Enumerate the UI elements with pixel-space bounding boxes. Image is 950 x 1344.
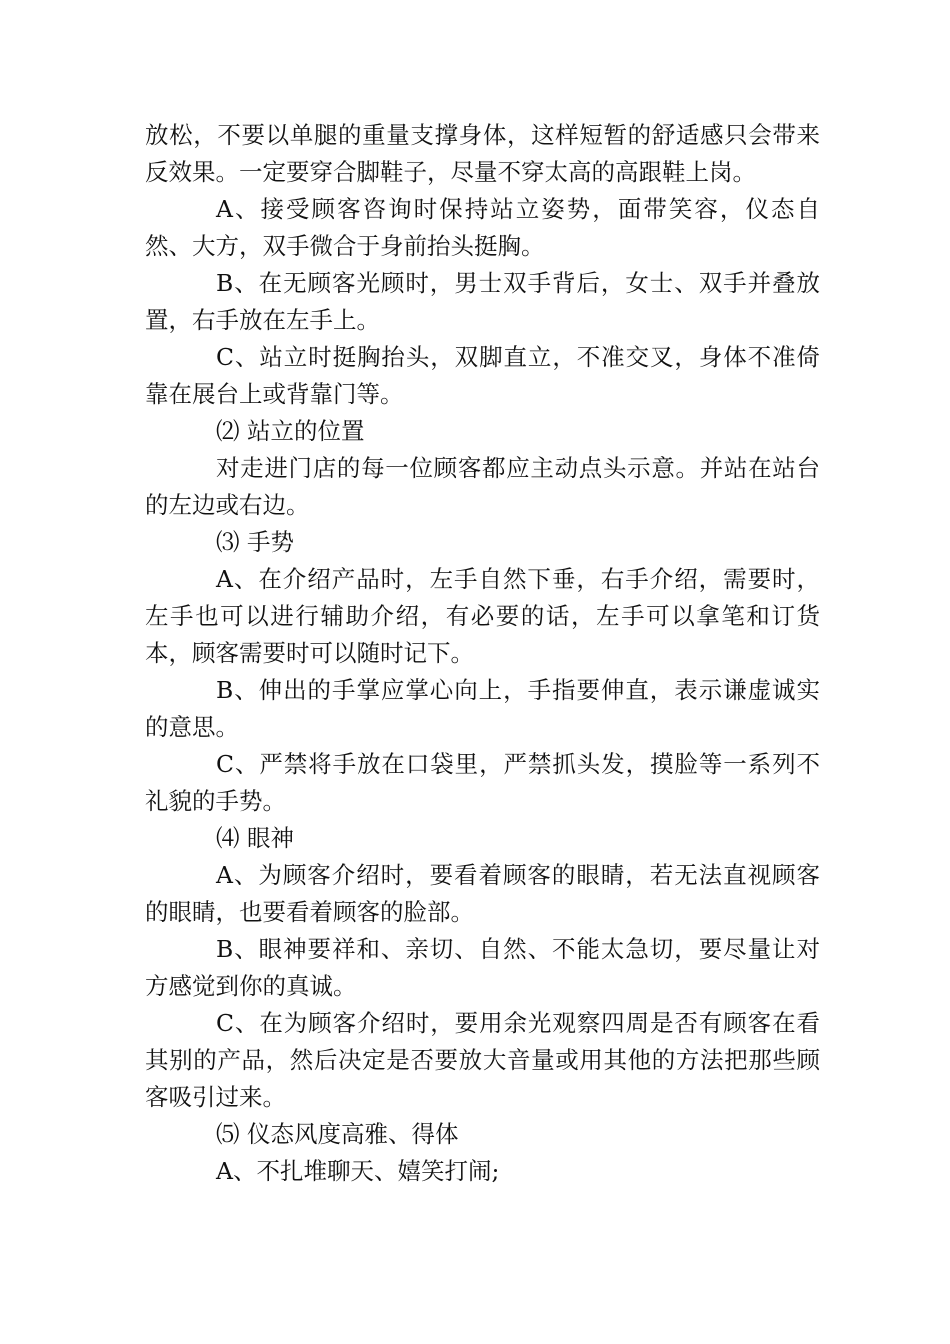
paragraph-gestures-a: A、在介绍产品时，左手自然下垂，右手介绍，需要时，左手也可以进行辅助介绍，有必要的话，左手可以拿笔和订货本，顾客需要时可以随时记下。	[145, 565, 820, 667]
paragraph-eyes-b: B、眼神要祥和、亲切、自然、不能太急切，要尽量让对方感觉到你的真诚。	[145, 935, 820, 1000]
paragraph-demeanor-a: A、不扎堆聊天、嬉笑打闹;	[216, 1157, 500, 1185]
paragraph-eyes-c: C、在为顾客介绍时，要用余光观察四周是否有顾客在看其别的产品，然后决定是否要放大音量或用其他的方法把那些顾客吸引过来。	[145, 1009, 820, 1111]
section-heading-eyes: ⑷ 眼神	[216, 824, 294, 852]
paragraph-standing-c: C、站立时挺胸抬头，双脚直立，不准交叉，身体不准倚靠在展台上或背靠门等。	[145, 343, 820, 408]
section-heading-demeanor: ⑸ 仪态风度高雅、得体	[216, 1120, 459, 1148]
paragraph-gestures-b: B、伸出的手掌应掌心向上，手指要伸直，表示谦虚诚实的意思。	[145, 676, 820, 741]
section-heading-standing-position: ⑵ 站立的位置	[216, 417, 365, 445]
paragraph-standing-b: B、在无顾客光顾时，男士双手背后，女士、双手并叠放置，右手放在左手上。	[145, 269, 820, 334]
paragraph-continuation: 放松，不要以单腿的重量支撑身体，这样短暂的舒适感只会带来反效果。一定要穿合脚鞋子，尽量不穿太高的高跟鞋上岗。	[145, 121, 820, 186]
paragraph-position: 对走进门店的每一位顾客都应主动点头示意。并站在站台的左边或右边。	[145, 454, 820, 519]
paragraph-gestures-c: C、严禁将手放在口袋里，严禁抓头发，摸脸等一系列不礼貌的手势。	[145, 750, 820, 815]
paragraph-eyes-a: A、为顾客介绍时，要看着顾客的眼睛，若无法直视顾客的眼睛，也要看着顾客的脸部。	[145, 861, 820, 926]
paragraph-standing-a: A、接受顾客咨询时保持站立姿势，面带笑容，仪态自然、大方，双手微合于身前抬头挺胸。	[145, 195, 820, 260]
section-heading-gestures: ⑶ 手势	[216, 528, 294, 556]
document-body	[145, 117, 820, 1190]
